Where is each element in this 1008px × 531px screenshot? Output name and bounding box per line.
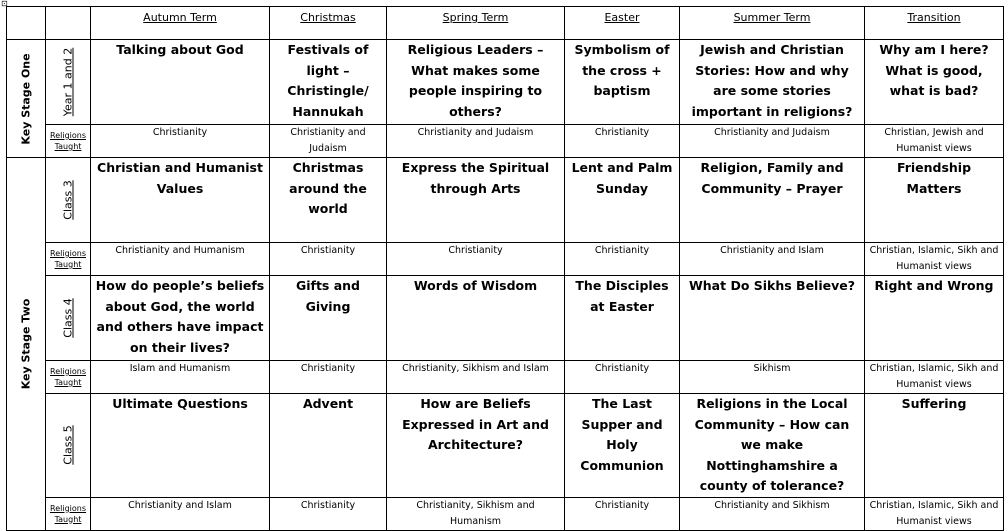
topic-cell: Christmas around the world <box>270 158 387 243</box>
topic-cell: How are Beliefs Expressed in Art and Architecture? <box>387 394 565 498</box>
table-row <box>7 497 1004 530</box>
topic-cell: Right and Wrong <box>865 276 1004 361</box>
table-row <box>7 243 1004 276</box>
topic-cell: Symbolism of the cross + baptism <box>565 40 680 125</box>
corner-cell <box>46 7 91 40</box>
topic-cell: How do people’s beliefs about God, the world and others have impact on their lives? <box>91 276 270 361</box>
religions-taught-label: Religions Taught <box>46 243 91 276</box>
topic-cell: Religious Leaders – What makes some people inspiring to others? <box>387 40 565 125</box>
topic-cell: Gifts and Giving <box>270 276 387 361</box>
header-row <box>7 7 1004 40</box>
topic-cell: Religion, Family and Community – Prayer <box>680 158 865 243</box>
term-heading-easter: Easter <box>565 7 680 40</box>
religions-taught-label: Religions Taught <box>46 125 91 158</box>
religion-cell: Islam and Humanism <box>91 361 270 394</box>
religion-cell: Christianity <box>91 125 270 158</box>
religion-cell: Christianity <box>270 243 387 276</box>
topic-cell: Suffering <box>865 394 1004 498</box>
topic-cell: The Last Supper and Holy Communion <box>565 394 680 498</box>
table-row <box>7 361 1004 394</box>
religion-cell: Christianity and Sikhism <box>680 497 865 530</box>
key-stage-two-cell <box>7 158 46 531</box>
table-move-handle[interactable]: ⊡ <box>1 0 8 8</box>
religion-cell: Sikhism <box>680 361 865 394</box>
key-stage-label: Key Stage Two <box>19 298 33 390</box>
religion-cell: Christianity <box>565 243 680 276</box>
topic-cell: What Do Sikhs Believe? <box>680 276 865 361</box>
table-row <box>7 125 1004 158</box>
topic-cell: Religions in the Local Community – How can we make Nottinghamshire a county of tolerance? <box>680 394 865 498</box>
group-cell <box>46 40 91 125</box>
group-label: Class 3 <box>61 180 75 220</box>
topic-cell: Why am I here? What is good, what is bad? <box>865 40 1004 125</box>
group-cell <box>46 276 91 361</box>
group-label: Class 5 <box>61 425 75 465</box>
topic-cell: The Disciples at Easter <box>565 276 680 361</box>
religion-cell: Christian, Islamic, Sikh and Humanist views <box>865 497 1004 530</box>
religion-cell: Christianity and Judaism <box>680 125 865 158</box>
religions-taught-label: Religions Taught <box>46 361 91 394</box>
topic-cell: Express the Spiritual through Arts <box>387 158 565 243</box>
curriculum-table <box>6 6 1004 531</box>
term-heading-spring: Spring Term <box>387 7 565 40</box>
table-row <box>7 158 1004 243</box>
key-stage-label: Key Stage One <box>19 52 33 145</box>
religion-cell: Christianity <box>565 497 680 530</box>
topic-cell: Lent and Palm Sunday <box>565 158 680 243</box>
table-row <box>7 394 1004 498</box>
group-label: Year 1 and 2 <box>61 47 75 117</box>
topic-cell: Christian and Humanist Values <box>91 158 270 243</box>
religion-cell: Christianity, Sikhism and Humanism <box>387 497 565 530</box>
topic-cell: Advent <box>270 394 387 498</box>
term-heading-autumn: Autumn Term <box>91 7 270 40</box>
table-row <box>7 40 1004 125</box>
religions-taught-label: Religions Taught <box>46 497 91 530</box>
religion-cell: Christianity <box>565 361 680 394</box>
religion-cell: Christianity <box>270 361 387 394</box>
religion-cell: Christianity and Islam <box>91 497 270 530</box>
religion-cell: Christianity and Judaism <box>270 125 387 158</box>
religion-cell: Christianity <box>565 125 680 158</box>
term-heading-transition: Transition <box>865 7 1004 40</box>
religion-cell: Christian, Islamic, Sikh and Humanist views <box>865 361 1004 394</box>
religion-cell: Christianity <box>387 243 565 276</box>
term-heading-summer: Summer Term <box>680 7 865 40</box>
religion-cell: Christianity, Sikhism and Islam <box>387 361 565 394</box>
religion-cell: Christianity and Judaism <box>387 125 565 158</box>
religion-cell: Christian, Jewish and Humanist views <box>865 125 1004 158</box>
topic-cell: Talking about God <box>91 40 270 125</box>
group-cell <box>46 394 91 498</box>
key-stage-one-cell <box>7 40 46 158</box>
term-heading-christmas: Christmas <box>270 7 387 40</box>
topic-cell: Words of Wisdom <box>387 276 565 361</box>
religion-cell: Christianity and Humanism <box>91 243 270 276</box>
corner-cell <box>7 7 46 40</box>
group-cell <box>46 158 91 243</box>
group-label: Class 4 <box>61 298 75 338</box>
topic-cell: Ultimate Questions <box>91 394 270 498</box>
religion-cell: Christianity <box>270 497 387 530</box>
table-row <box>7 276 1004 361</box>
topic-cell: Friendship Matters <box>865 158 1004 243</box>
religion-cell: Christian, Islamic, Sikh and Humanist views <box>865 243 1004 276</box>
topic-cell: Festivals of light – Christingle/ Hannukah <box>270 40 387 125</box>
religion-cell: Christianity and Islam <box>680 243 865 276</box>
topic-cell: Jewish and Christian Stories: How and why are some stories important in religions? <box>680 40 865 125</box>
